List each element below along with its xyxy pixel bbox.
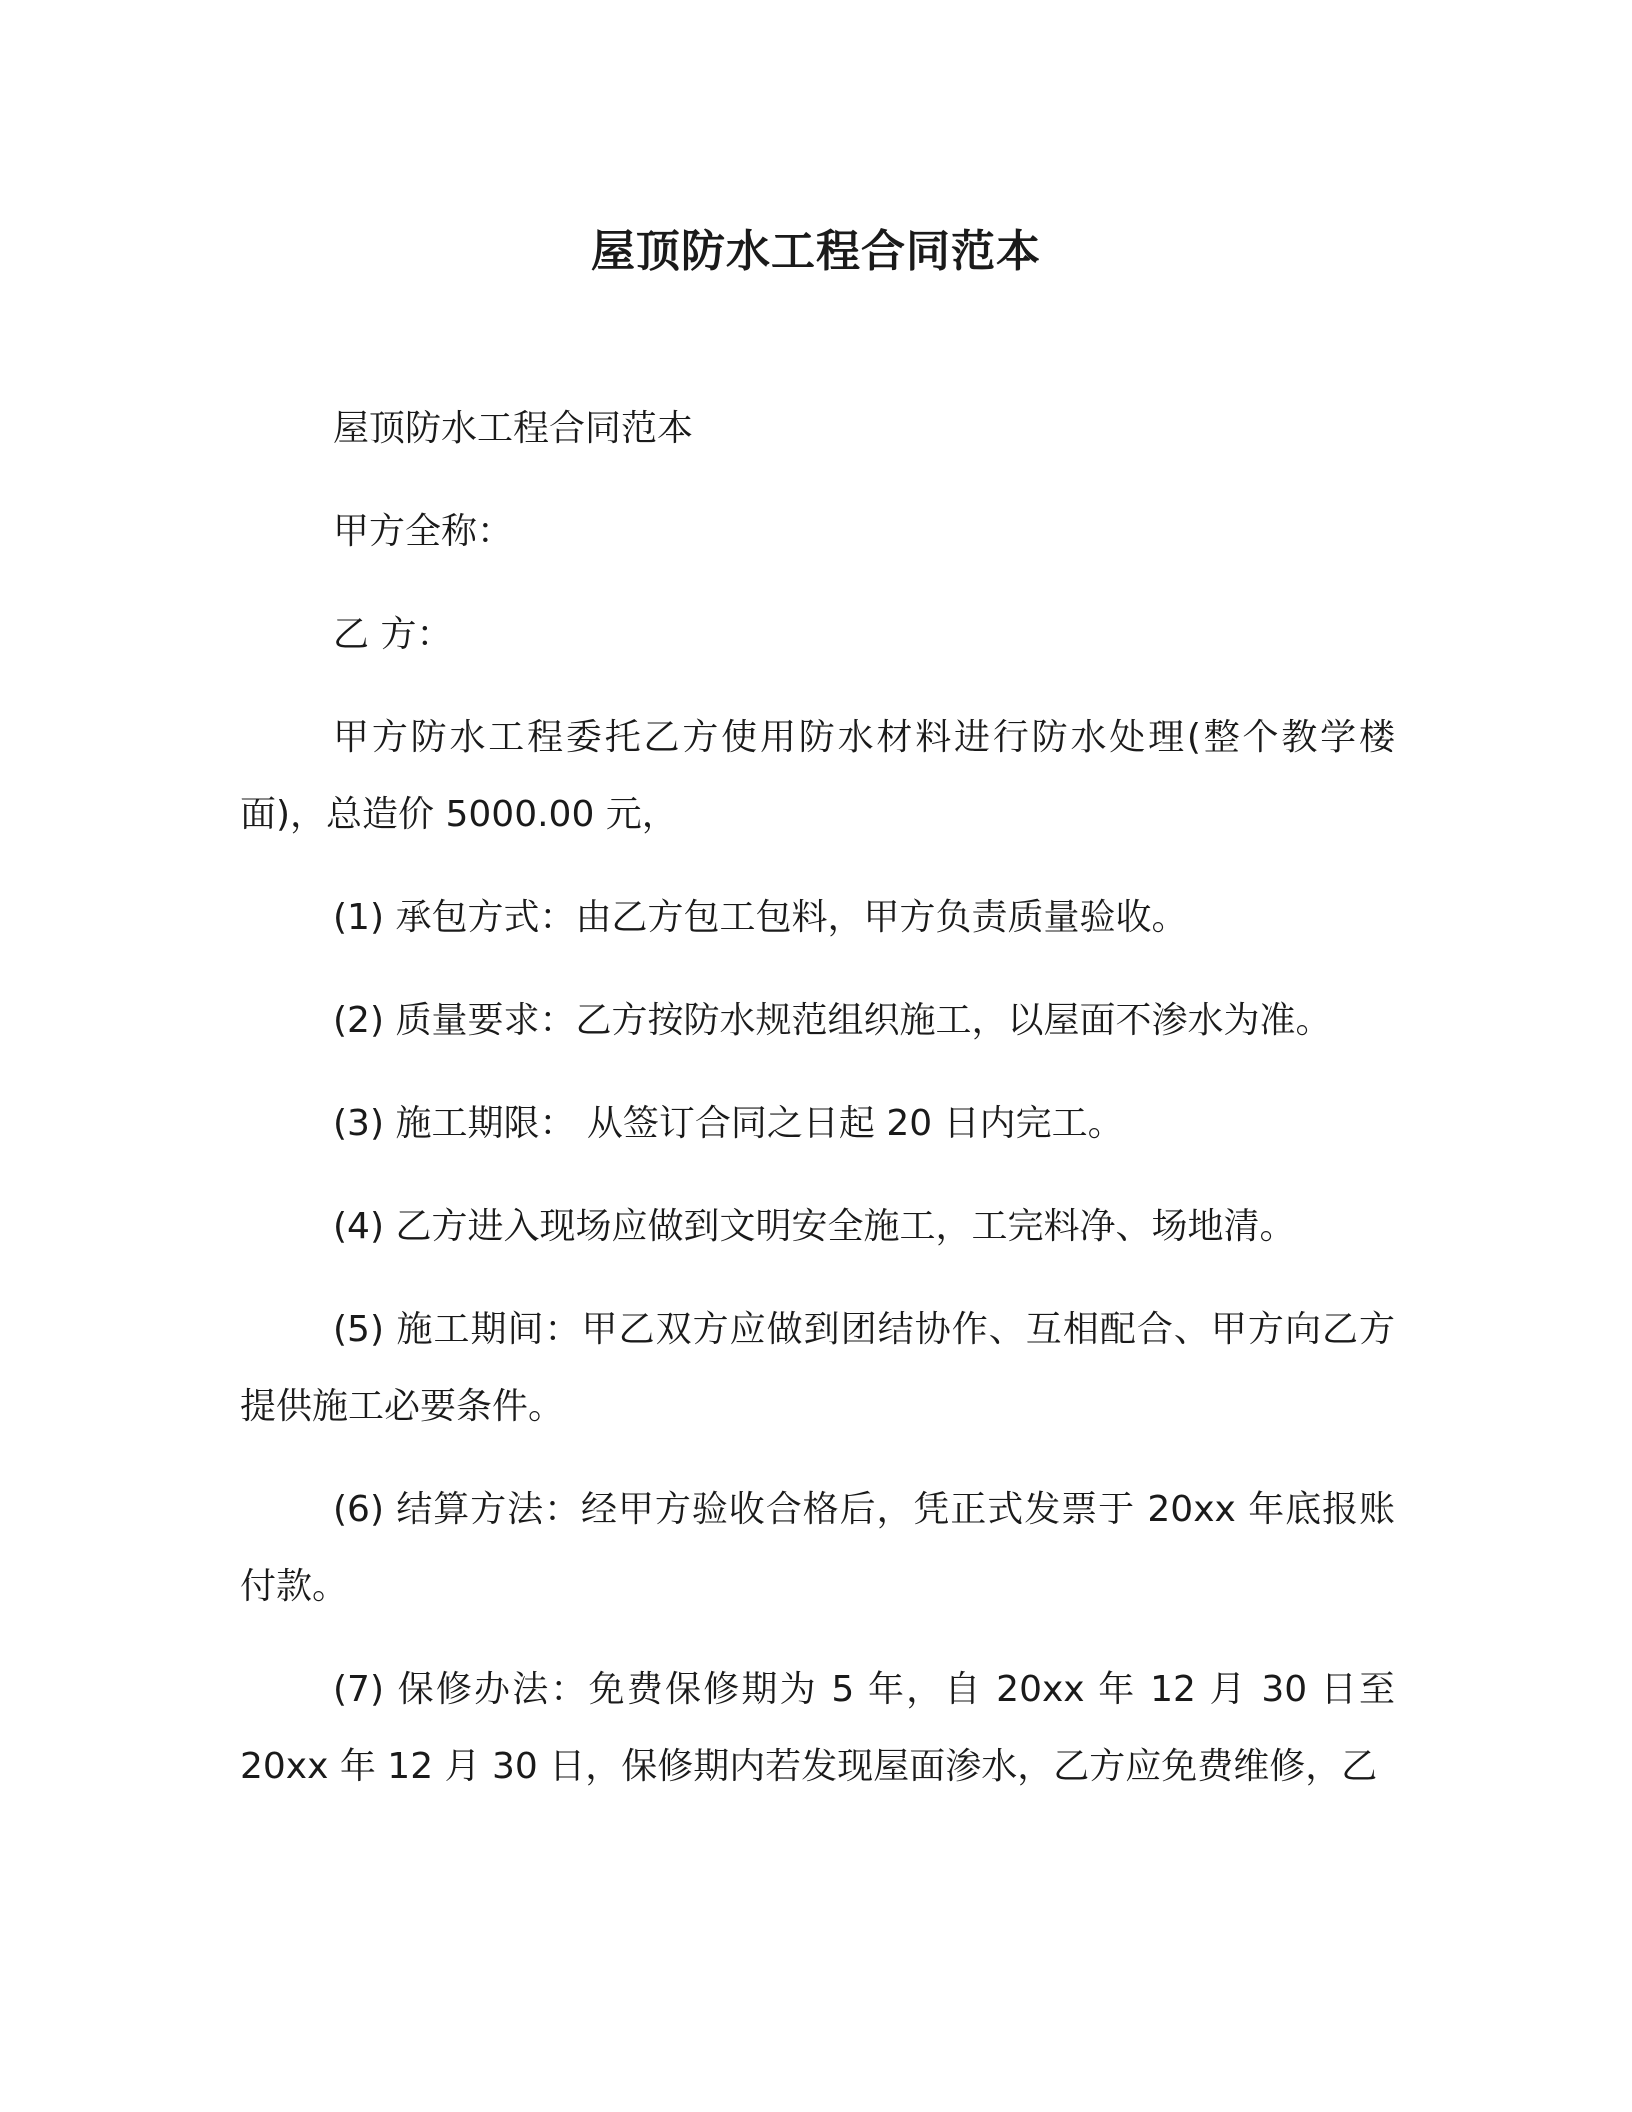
paragraph-scope: 甲方防水工程委托乙方使用防水材料进行防水处理(整个教学楼面)，总造价 5000.00 元， [240,717,1395,835]
clause-7: (7) 保修办法：免费保修期为 5 年，自 20xx 年 12 月 30 日至 20xx 年 12 月 30 日，保修期内若发现屋面渗水，乙方应免费维修，乙 [240,1669,1395,1787]
paragraph-party-a: 甲方全称： [333,511,514,552]
clause-6: (6) 结算方法：经甲方验收合格后，凭正式发票于 20xx 年底报账付款。 [240,1489,1395,1607]
clause-1: (1) 承包方式：由乙方包工包料，甲方负责质量验收。 [333,897,1188,938]
paragraph-subtitle: 屋顶防水工程合同范本 [333,408,694,449]
clause-5: (5) 施工期间：甲乙双方应做到团结协作、互相配合、甲方向乙方提供施工必要条件。 [240,1309,1395,1427]
clause-2: (2) 质量要求：乙方按防水规范组织施工，以屋面不渗水为准。 [333,1000,1332,1041]
document-title: 屋顶防水工程合同范本 [591,226,1041,277]
clause-4: (4) 乙方进入现场应做到文明安全施工，工完料净、场地清。 [333,1206,1296,1247]
clause-3: (3) 施工期限： 从签订合同之日起 20 日内完工。 [333,1103,1124,1144]
paragraph-party-b: 乙 方： [333,614,453,655]
document-body [240,390,1395,1831]
